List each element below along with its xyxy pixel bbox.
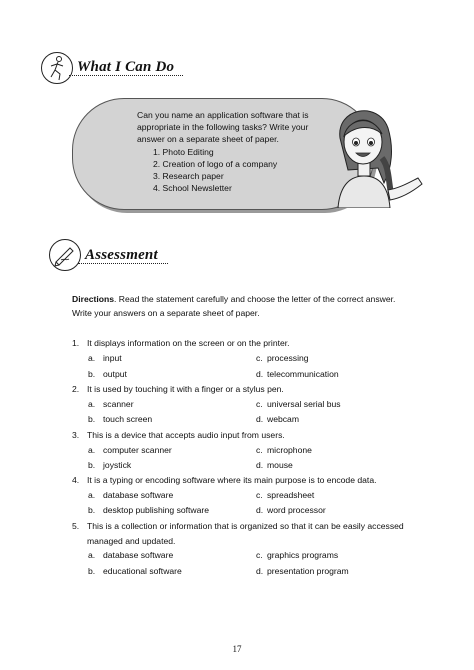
title-underline [78, 263, 168, 264]
directions-label: Directions [72, 294, 115, 304]
option-letter: c. [256, 490, 263, 500]
task-list [137, 146, 337, 195]
option-text: educational software [103, 566, 182, 576]
option-letter: d. [256, 414, 264, 424]
question-number: 1. [72, 338, 80, 348]
option-letter: d. [256, 566, 264, 576]
option-text: output [103, 369, 127, 379]
option-text: touch screen [103, 414, 153, 424]
section-title-what-i-can-do: What I Can Do [77, 59, 175, 75]
option-text: processing [267, 353, 309, 363]
option-letter: d. [256, 460, 264, 470]
directions-text: . Read the statement carefully and choose the letter of the correct answer. Write your answers on a separate sheet of paper. [72, 294, 396, 318]
option-text: webcam [267, 414, 299, 424]
option-text: spreadsheet [267, 490, 315, 500]
option-letter: a. [88, 399, 96, 409]
option-text: joystick [103, 460, 132, 470]
list-item: 2. Creation of logo of a company [153, 158, 278, 169]
option-letter: b. [88, 460, 96, 470]
option-text: computer scanner [103, 445, 172, 455]
page-number: 17 [232, 644, 242, 654]
option-letter: a. [88, 550, 96, 560]
option-text: desktop publishing software [103, 505, 210, 515]
option-letter: c. [256, 353, 263, 363]
option-text: input [103, 353, 122, 363]
option-text: database software [103, 490, 174, 500]
list-item: 1. Photo Editing [153, 146, 214, 157]
question-number: 4. [72, 475, 80, 485]
option-text: mouse [267, 460, 293, 470]
option-text: word processor [267, 505, 326, 515]
option-letter: b. [88, 566, 96, 576]
bubble-intro: Can you name an application software that is appropriate in the following tasks? Write your answer on a separate sheet of paper. [137, 110, 309, 145]
teacher-illustration [318, 98, 428, 208]
option-letter: b. [88, 369, 96, 379]
option-text: graphics programs [267, 550, 339, 560]
option-letter: b. [88, 505, 96, 515]
list-item: 4. School Newsletter [153, 183, 232, 194]
directions [72, 292, 412, 320]
question-text: It displays information on the screen or on the printer. [87, 338, 290, 348]
title-underline [69, 75, 183, 76]
option-letter: c. [256, 550, 263, 560]
section-title-assessment: Assessment [85, 247, 158, 263]
list-item: 3. Research paper [153, 171, 224, 182]
question-text: This is a device that accepts audio input from users. [87, 430, 285, 440]
option-text: scanner [103, 399, 134, 409]
question-text: This is a collection or information that is organized so that it can be easily accessed managed and updated. [87, 521, 404, 546]
option-letter: a. [88, 445, 96, 455]
pen-writing-icon [49, 239, 81, 271]
running-figure-icon [41, 52, 73, 84]
question-number: 5. [72, 521, 80, 531]
bubble-content [137, 109, 337, 194]
option-text: database software [103, 550, 174, 560]
option-letter: a. [88, 353, 96, 363]
option-letter: b. [88, 414, 96, 424]
option-letter: a. [88, 490, 96, 500]
option-letter: d. [256, 505, 264, 515]
option-letter: c. [256, 445, 263, 455]
option-text: telecommunication [267, 369, 339, 379]
option-text: universal serial bus [267, 399, 341, 409]
question-text: It is used by touching it with a finger or a stylus pen. [87, 384, 284, 394]
option-letter: c. [256, 399, 263, 409]
option-text: microphone [267, 445, 312, 455]
option-text: presentation program [267, 566, 349, 576]
question-number: 2. [72, 384, 80, 394]
question-number: 3. [72, 430, 80, 440]
option-letter: d. [256, 369, 264, 379]
question-text: It is a typing or encoding software where its main purpose is to encode data. [87, 475, 377, 485]
